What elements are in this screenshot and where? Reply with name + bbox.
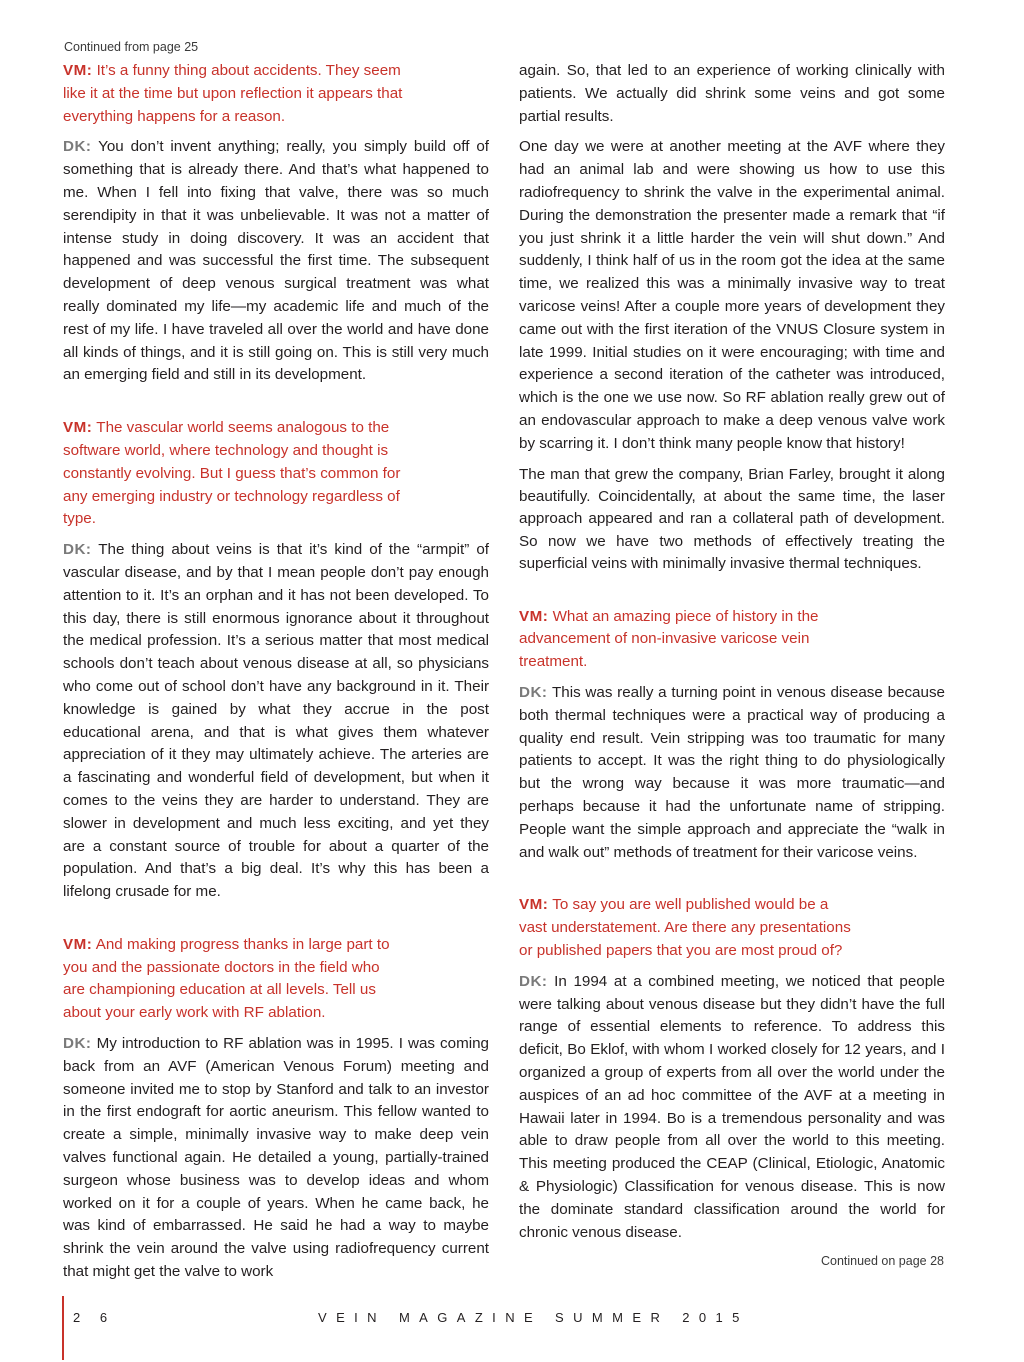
question-text: To say you are well published would be a vast understatement. Are there any presentations or published papers that you are most proud of? bbox=[519, 896, 851, 959]
speaker-dk: DK: bbox=[519, 972, 548, 990]
magazine-issue-title: VEIN MAGAZINE SUMMER 2015 bbox=[318, 1310, 749, 1325]
interview-answer bbox=[519, 971, 945, 1245]
left-column bbox=[63, 60, 489, 1284]
interview-question bbox=[519, 606, 859, 674]
answer-text: The man that grew the company, Brian Farley, brought it along beautifully. Coincidentally, at about the same time, the laser approach appeared and ran a collateral path of development. So now we have two methods of effectively treating the superficial veins with minimally invasive thermal techniques. bbox=[519, 465, 945, 573]
answer-text: You don’t invent anything; really, you simply build off of something that is already there. And that’s what happened to me. When I fell into fixing that valve, there was so much serendipity in that it was unbelievable. It was not a matter of intense study in doing discovery. It was an accident that happened and was successful the first time. The subsequent development of deep venous surgical treatment was what really dominated my life—my academic life and much of the rest of my life. I have traveled all over the world and have done all kinds of things, and it is still going on. This is still very much an emerging field and still in its development. bbox=[63, 138, 489, 384]
interview-question bbox=[63, 417, 403, 531]
interview-answer bbox=[63, 136, 489, 387]
page-number: 2 6 bbox=[73, 1310, 116, 1325]
interview-answer-paragraph bbox=[519, 464, 945, 576]
answer-text: The thing about veins is that it’s kind of the “armpit” of vascular disease, and by that I mean people don’t pay enough attention to it. It’s an orphan and it has not been developed. To this day, there is still enormous ignorance about it throughout the medical profession. It’s a serious matter that most medical schools don’t teach about venous disease at all, so physicians who come out of school don’t have any background in it. Their knowledge is gained by what they accrue in the post educational arena, and that is what gives them whatever appreciation of it they may ultimately achieve. The arteries are a fascinating and wonderful field of development, but when it comes to the veins they are harder to understand. They are slower in development and much less exciting, and yet they are a constant source of trouble for about a quarter of the population. And that’s a big deal. It’s why this has been a lifelong crusade for me. bbox=[63, 541, 489, 901]
continued-on-label: Continued on page 28 bbox=[820, 1254, 944, 1268]
question-text: It’s a funny thing about accidents. They seem like it at the time but upon reflection it appears that everything happens for a reason. bbox=[63, 62, 403, 125]
answer-text: again. So, that led to an experience of working clinically with patients. We actually did shrink some veins and got some partial results. bbox=[519, 62, 945, 125]
answer-text: In 1994 at a combined meeting, we noticed that people were talking about venous disease but they didn’t have the full range of essential elements to reference. To address this deficit, Bo Eklof, with whom I worked closely for 12 years, and I organized a group of experts from all over the world under the auspices of an ad hoc committee of the AVF at a meeting in Hawaii later in 1994. Bo is a tremendous personality and was able to draw people from all over the world to this meeting. This meeting produced the CEAP (Clinical, Etiologic, Anatomic & Physiologic) Classification for venous disease. This is now the dominate standard classification around the world for chronic venous disease. bbox=[519, 972, 945, 1241]
speaker-vm: VM: bbox=[63, 419, 93, 437]
speaker-dk: DK: bbox=[519, 683, 548, 701]
interview-answer-paragraph bbox=[519, 136, 945, 455]
interview-question bbox=[63, 60, 403, 128]
speaker-dk: DK: bbox=[63, 541, 92, 559]
continued-from-label: Continued from page 25 bbox=[64, 40, 199, 54]
interview-question bbox=[63, 934, 403, 1025]
interview-answer-continued bbox=[519, 60, 945, 128]
speaker-dk: DK: bbox=[63, 1035, 92, 1053]
speaker-vm: VM: bbox=[519, 607, 549, 625]
interview-answer bbox=[519, 682, 945, 864]
interview-question bbox=[519, 894, 859, 962]
speaker-vm: VM: bbox=[519, 896, 549, 914]
interview-answer bbox=[63, 539, 489, 904]
question-text: The vascular world seems analogous to the software world, where technology and thought is constantly evolving. But I guess that’s common for any emerging industry or technology regardless of type. bbox=[63, 419, 401, 528]
footer-accent-rule bbox=[62, 1296, 64, 1360]
speaker-vm: VM: bbox=[63, 62, 93, 79]
right-column bbox=[519, 60, 945, 1244]
question-text: And making progress thanks in large part to you and the passionate doctors in the field who are championing education at all levels. Tell us about your early work with RF ablation. bbox=[63, 935, 390, 1022]
question-text: What an amazing piece of history in the advancement of non-invasive varicose vein treatment. bbox=[519, 607, 819, 671]
speaker-vm: VM: bbox=[63, 935, 93, 953]
answer-text: One day we were at another meeting at the AVF where they had an animal lab and were showing us how to use this radiofrequency to shrink the valve in the experimental animal. During the demonstration the presenter made a remark that “if you just shrink it a little harder the vein will shut down.” And suddenly, I think half of us in the room got the idea at the same time, we realized this was a minimally invasive way to treat varicose veins! After a couple more years of development they came out with the first iteration of the VNUS Closure system in late 1999. Initial studies on it were encouraging; with time and experience a second iteration of the catheter was introduced, which is the one we use now. So RF ablation really grew out of an endovascular approach to make a deep venous valve work by scarring it. I don’t think many people know that history! bbox=[519, 138, 945, 452]
speaker-dk: DK: bbox=[63, 138, 92, 156]
answer-text: My introduction to RF ablation was in 1995. I was coming back from an AVF (American Venous Forum) meeting and someone invited me to stop by Stanford and talk to an investor in the first endograft for aortic aneurism. This fellow wanted to create a simple, minimally invasive way to make deep vein valves functional again. He detailed a young, partially-trained surgeon whose business was to develop ideas and whom worked on it for a couple of years. When he came back, he was kind of embarrassed. He said he had a way to maybe shrink the vein around the valve using radiofrequency current that might get the valve to work bbox=[63, 1035, 489, 1281]
interview-answer bbox=[63, 1033, 489, 1284]
answer-text: This was really a turning point in venous disease because both thermal techniques were a practical way of producing a quality end result. Vein stripping was too traumatic for many patients to accept. It was the right thing to do physiologically but the wrong way because it was more traumatic—and perhaps because it had the unfortunate name of stripping. People want the simple approach and appreciate the “walk in and walk out” methods of treatment for their varicose veins. bbox=[519, 683, 945, 861]
